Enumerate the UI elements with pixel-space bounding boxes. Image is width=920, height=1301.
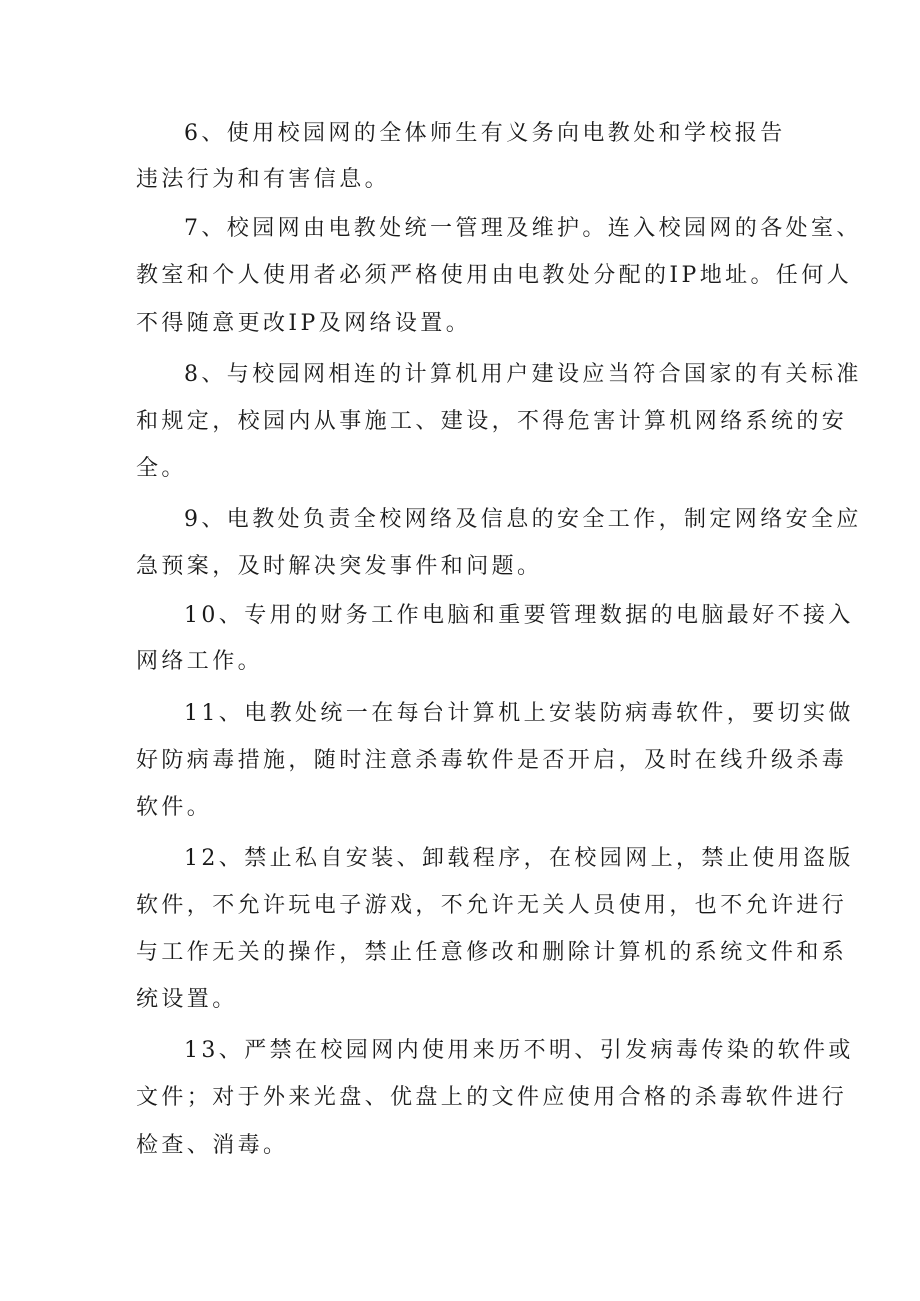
paragraph-12-line-1: 12、禁止私自安装、卸载程序，在校园网上，禁止使用盗版 <box>184 846 854 871</box>
paragraph-13-line-1: 13、严禁在校园网内使用来历不明、引发病毒传染的软件或 <box>184 1038 854 1063</box>
paragraph-7-line-1: 7、校园网由电教处统一管理及维护。连入校园网的各处室、 <box>184 216 862 241</box>
paragraph-7-line-3: 不得随意更改IP及网络设置。 <box>136 311 472 336</box>
paragraph-11-line-1: 11、电教处统一在每台计算机上安装防病毒软件，要切实做 <box>184 701 854 726</box>
paragraph-12-line-2: 软件，不允许玩电子游戏，不允许无关人员使用，也不允许进行 <box>136 893 848 918</box>
paragraph-9-line-2: 急预案，及时解决突发事件和问题。 <box>136 554 543 579</box>
paragraph-13-line-3: 检查、消毒。 <box>136 1133 289 1158</box>
paragraph-12-line-4: 统设置。 <box>136 987 238 1012</box>
paragraph-6-line-1: 6、使用校园网的全体师生有义务向电教处和学校报告 <box>184 121 786 146</box>
paragraph-8-line-1: 8、与校园网相连的计算机用户建设应当符合国家的有关标准 <box>184 362 862 387</box>
paragraph-7-line-2: 教室和个人使用者必须严格使用由电教处分配的IP地址。任何人 <box>136 263 853 288</box>
paragraph-11-line-2: 好防病毒措施，随时注意杀毒软件是否开启，及时在线升级杀毒 <box>136 748 848 773</box>
paragraph-11-line-3: 软件。 <box>136 795 213 820</box>
paragraph-6-line-2: 违法行为和有害信息。 <box>136 167 391 192</box>
paragraph-12-line-3: 与工作无关的操作，禁止任意修改和删除计算机的系统文件和系 <box>136 940 848 965</box>
paragraph-9-line-1: 9、电教处负责全校网络及信息的安全工作，制定网络安全应 <box>184 507 862 532</box>
paragraph-10-line-1: 10、专用的财务工作电脑和重要管理数据的电脑最好不接入 <box>184 603 854 628</box>
paragraph-10-line-2: 网络工作。 <box>136 649 264 674</box>
paragraph-8-line-3: 全。 <box>136 456 187 481</box>
paragraph-8-line-2: 和规定，校园内从事施工、建设，不得危害计算机网络系统的安 <box>136 409 848 434</box>
paragraph-13-line-2: 文件；对于外来光盘、优盘上的文件应使用合格的杀毒软件进行 <box>136 1085 848 1110</box>
